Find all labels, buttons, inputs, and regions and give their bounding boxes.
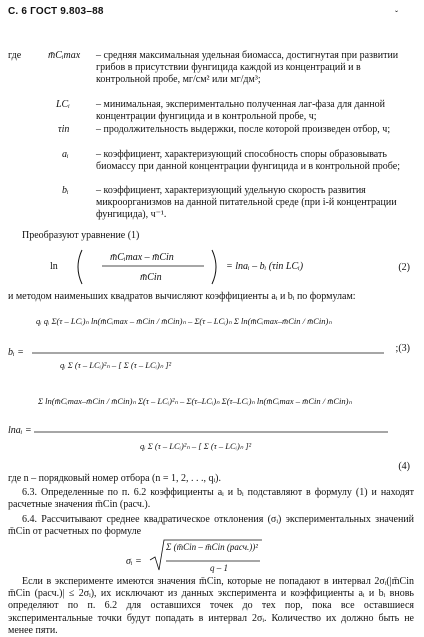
eq5-radical bbox=[150, 540, 262, 570]
where-word: где bbox=[8, 50, 22, 61]
symbol-lc: LCᵢ bbox=[56, 99, 70, 110]
paragraph-6-4: 6.4. Рассчитывают среднее квадратическое отклонения (σᵢ) экспериментальных значений m̄Cin от расчетных по формуле bbox=[8, 514, 414, 538]
eq4-denominator: qᵢ Σ (τ – LCᵢ)²ₙ – [ Σ (τ – LCᵢ)ₙ ]² bbox=[140, 441, 252, 451]
eq2-left-paren bbox=[78, 250, 82, 284]
eq5-lhs: σᵢ = bbox=[126, 556, 142, 567]
lsq-text: и методом наименьших квадратов вычисляют коэффициенты aᵢ и bᵢ по формулам: bbox=[8, 291, 356, 302]
eq3-lhs: bᵢ = bbox=[8, 347, 24, 358]
symbol-tau: τin bbox=[58, 124, 70, 135]
definition-a: – коэффициент, характеризующий способность споры образовывать биомассу при данной концентрации фунгицида и в контрольной пробе; bbox=[96, 149, 400, 173]
eq2-number: (2) bbox=[398, 262, 410, 273]
page-header: С. 6 ГОСТ 9.803–88 bbox=[8, 6, 104, 17]
eq2-numerator: m̄Cᵢmax – m̄Cin bbox=[110, 252, 174, 263]
corner-mark: ˇ bbox=[395, 9, 398, 19]
definition-mcmax: – средняя максимальная удельная биомасса, достигнутая при развитии грибов в присутствии фунгицида каждой из концентраций и в контрольной пробе, мг/см² или мг/дм³; bbox=[96, 50, 399, 86]
eq5-denominator: q – 1 bbox=[210, 563, 228, 573]
transform-text: Преобразуют уравнение (1) bbox=[22, 230, 140, 241]
eq2-ln: ln bbox=[50, 261, 58, 272]
paragraph-exclusion: Если в эксперименте имеются значения m̄Cin, которые не попадают в интервал 2σᵢ(|m̄Cin m̄Cin (расч.)| ≤ 2σᵢ), их исключают из данных эксперимента и коэффициенты aᵢ и bᵢ вновь определяют по п. 6.2 для оставшихся точек до тех пор, пока все оставшиеся экспериментальные точки будут попадать в интервал 2σᵢ. Количество их должно быть не менее пяти. bbox=[8, 576, 414, 636]
eq2-denominator: m̄Cin bbox=[140, 272, 162, 283]
definition-lc: – минимальная, экспериментально полученная лаг-фаза для данной концентрации фунгицида и в контрольной пробе, ч; bbox=[96, 99, 385, 123]
eq3-numerator: qᵢ qᵢ Σ(τ – LCᵢ)ₙ ln(m̄Cᵢmax – m̄Cin / m̄Cin)ₙ – Σ(τ – LCᵢ)ₙ Σ ln(m̄Cᵢmax–m̄Cin / m̄Cin)ₙ bbox=[36, 316, 332, 326]
eq3-denominator: qᵢ Σ (τ – LCᵢ)²ₙ – [ Σ (τ – LCᵢ)ₙ ]² bbox=[60, 360, 172, 370]
eq4-lhs: lnaᵢ = bbox=[8, 425, 32, 436]
symbol-mcmax: m̄Cᵢmax bbox=[48, 50, 81, 61]
eq4-numerator: Σ ln(m̄Cᵢmax–m̄Cin / m̄Cin)ₙ Σ(τ – LCᵢ)²ₙ – Σ(τ–LCᵢ)ₙ Σ(τ–LCᵢ)ₙ ln(m̄Cᵢmax – m̄Cin / m̄Cin)ₙ bbox=[38, 396, 352, 406]
symbol-a: aᵢ bbox=[62, 149, 69, 160]
eq4-number: (4) bbox=[398, 461, 410, 472]
paragraph-6-3: 6.3. Определенные по п. 6.2 коэффициенты aᵢ и bᵢ подставляют в формулу (1) и находят расчетные значения m̄Cin (расч.). bbox=[8, 487, 414, 511]
eq3-number: ;(3) bbox=[395, 343, 410, 354]
eq2-right-paren bbox=[212, 250, 216, 284]
eq2-rhs: = lnaᵢ – bᵢ (τin LCᵢ) bbox=[226, 261, 304, 272]
eq5-numerator: Σ (m̄Cin – m̄Cin (расч.))² bbox=[166, 542, 258, 552]
symbol-b: bᵢ bbox=[62, 185, 69, 196]
n-definition: где n – порядковый номер отбора (n = 1, 2, . . ., qᵢ). bbox=[8, 473, 221, 484]
definition-tau: – продолжительность выдержки, после которой произведен отбор, ч; bbox=[96, 124, 391, 135]
definition-b: – коэффициент, характеризующий удельную скорость развития микроорганизмов на данной питательной среде (при i-й концентрации фунгицида), ч⁻¹. bbox=[96, 185, 397, 221]
